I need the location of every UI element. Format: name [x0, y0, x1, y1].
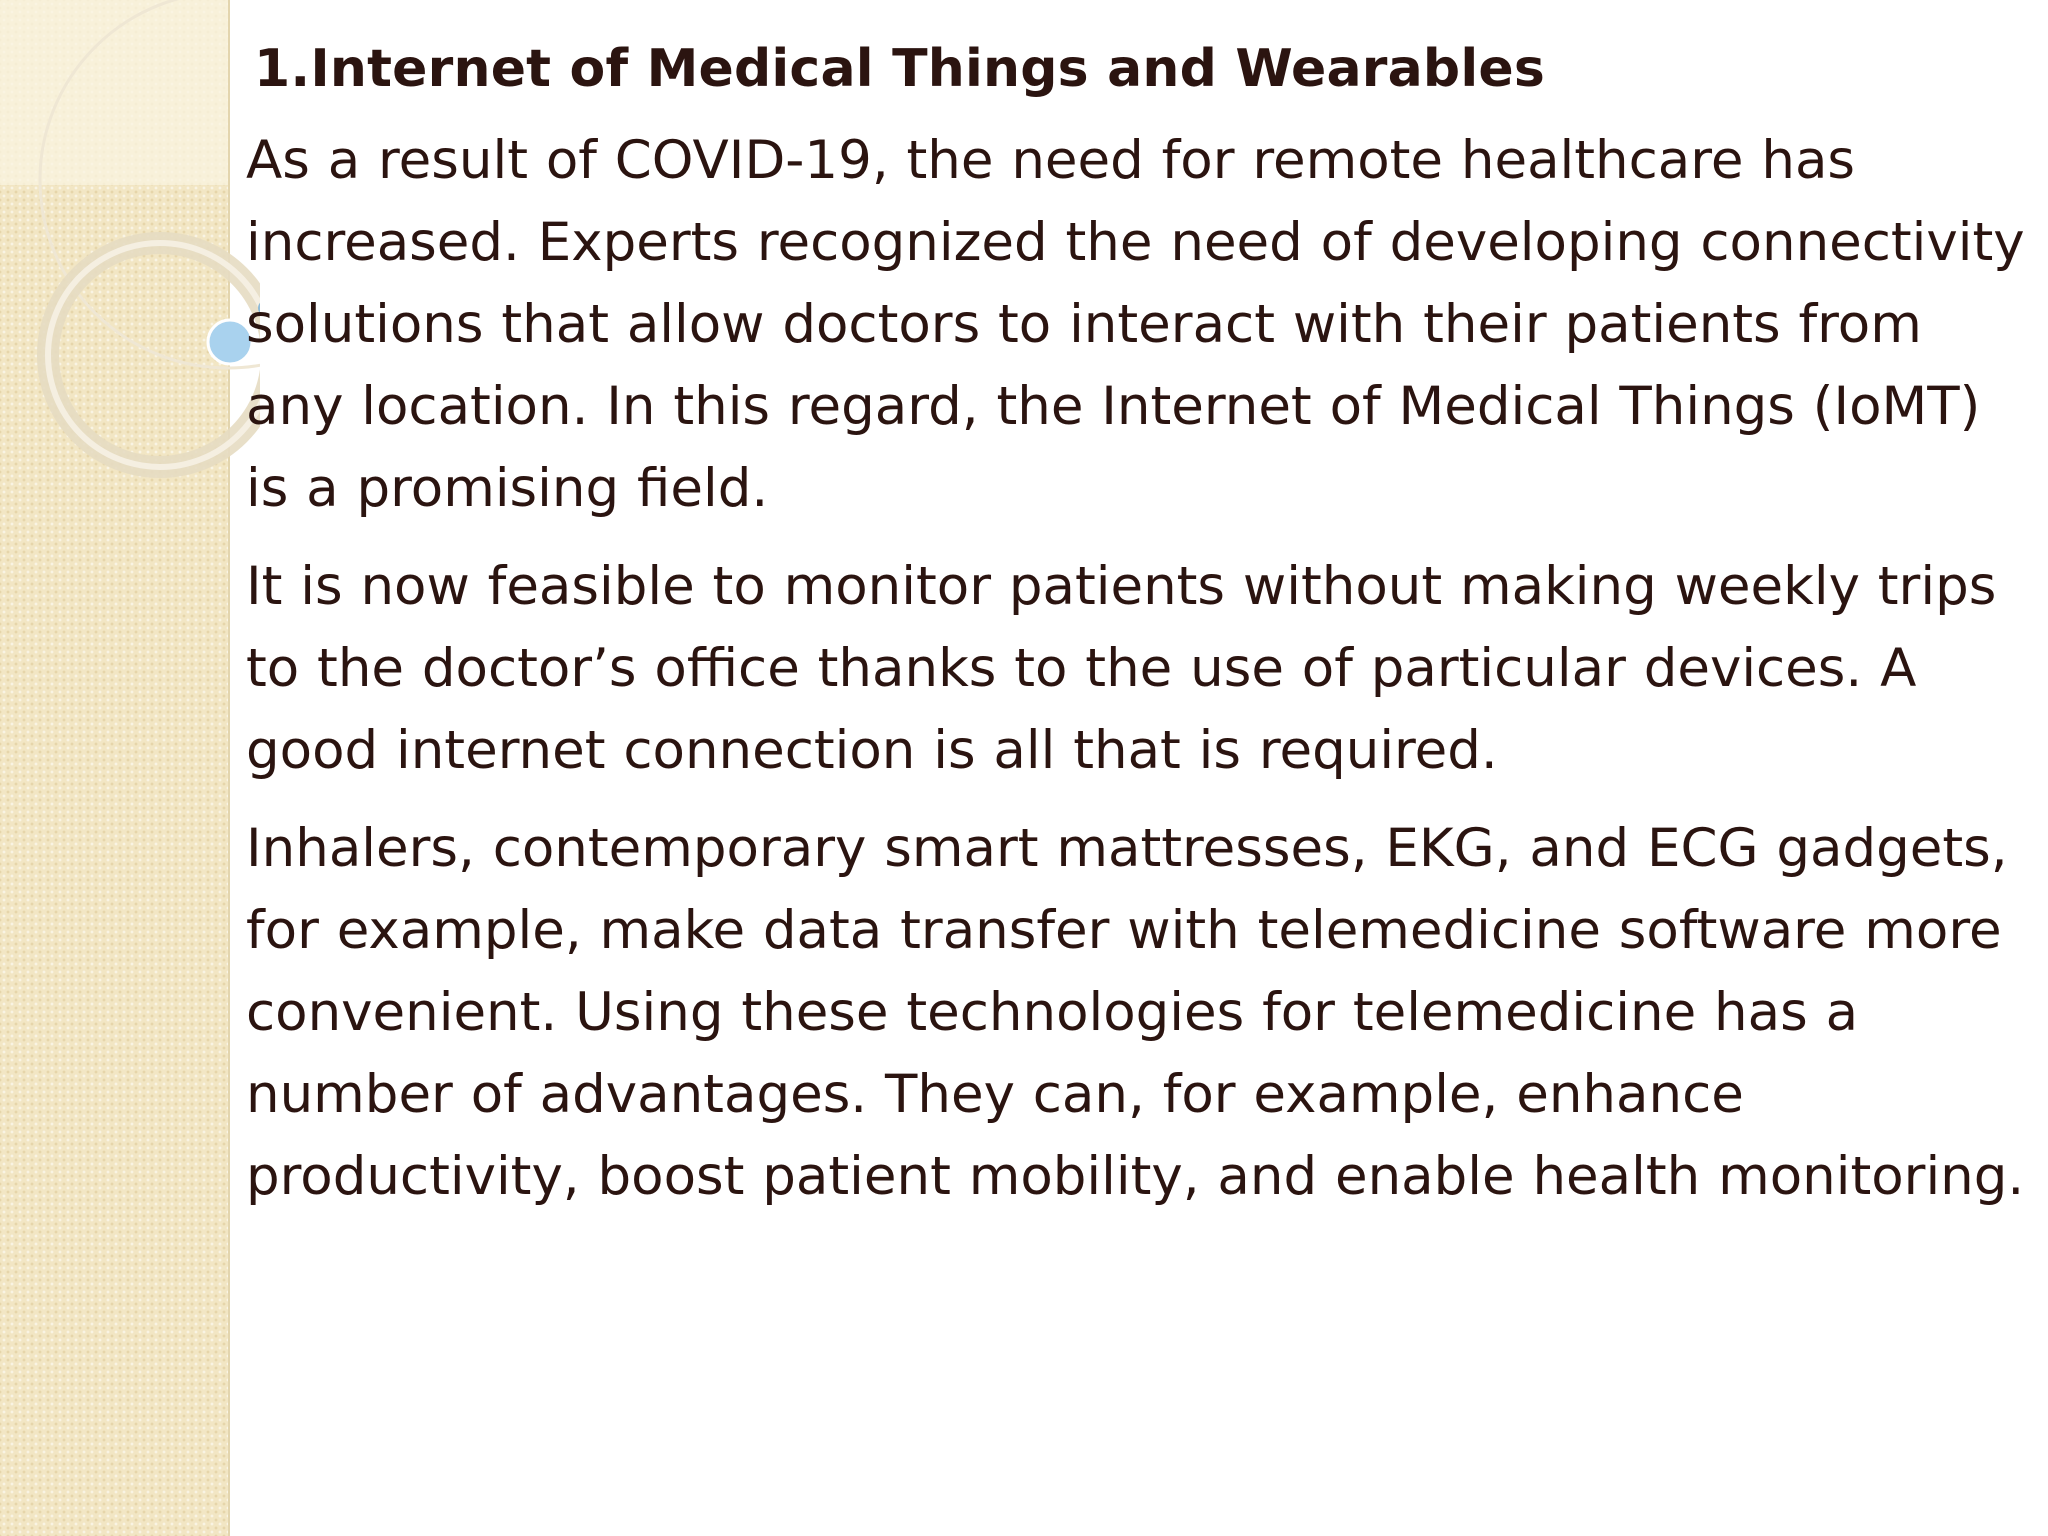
large-ring	[40, 0, 260, 368]
slide-content	[246, 28, 2026, 1234]
slide-title: 1.Internet of Medical Things and Wearables	[254, 39, 1545, 99]
paragraph-monitoring: It is now feasible to monitor patients without making weekly trips to the doctor’s office thanks to the use of particular devices. A good internet connection is all that is required.	[246, 556, 1997, 781]
paragraph-devices: Inhalers, contemporary smart mattresses, EKG, and ECG gadgets, for example, make data transfer with telemedicine software more convenient. Using these technologies for telemedicine has a number of advantages. They can, for example, enhance productivity, boost patient mobility, and enable health monitoring.	[246, 818, 2025, 1207]
decorative-rings	[0, 0, 260, 520]
paragraph-covid: As a result of COVID-19, the need for remote healthcare has increased. Experts recognized the need of developing connectivity solutions that allow doctors to interact with their patients from any location. In this regard, the Internet of Medical Things (IoMT) is a promising field.	[246, 130, 2025, 519]
